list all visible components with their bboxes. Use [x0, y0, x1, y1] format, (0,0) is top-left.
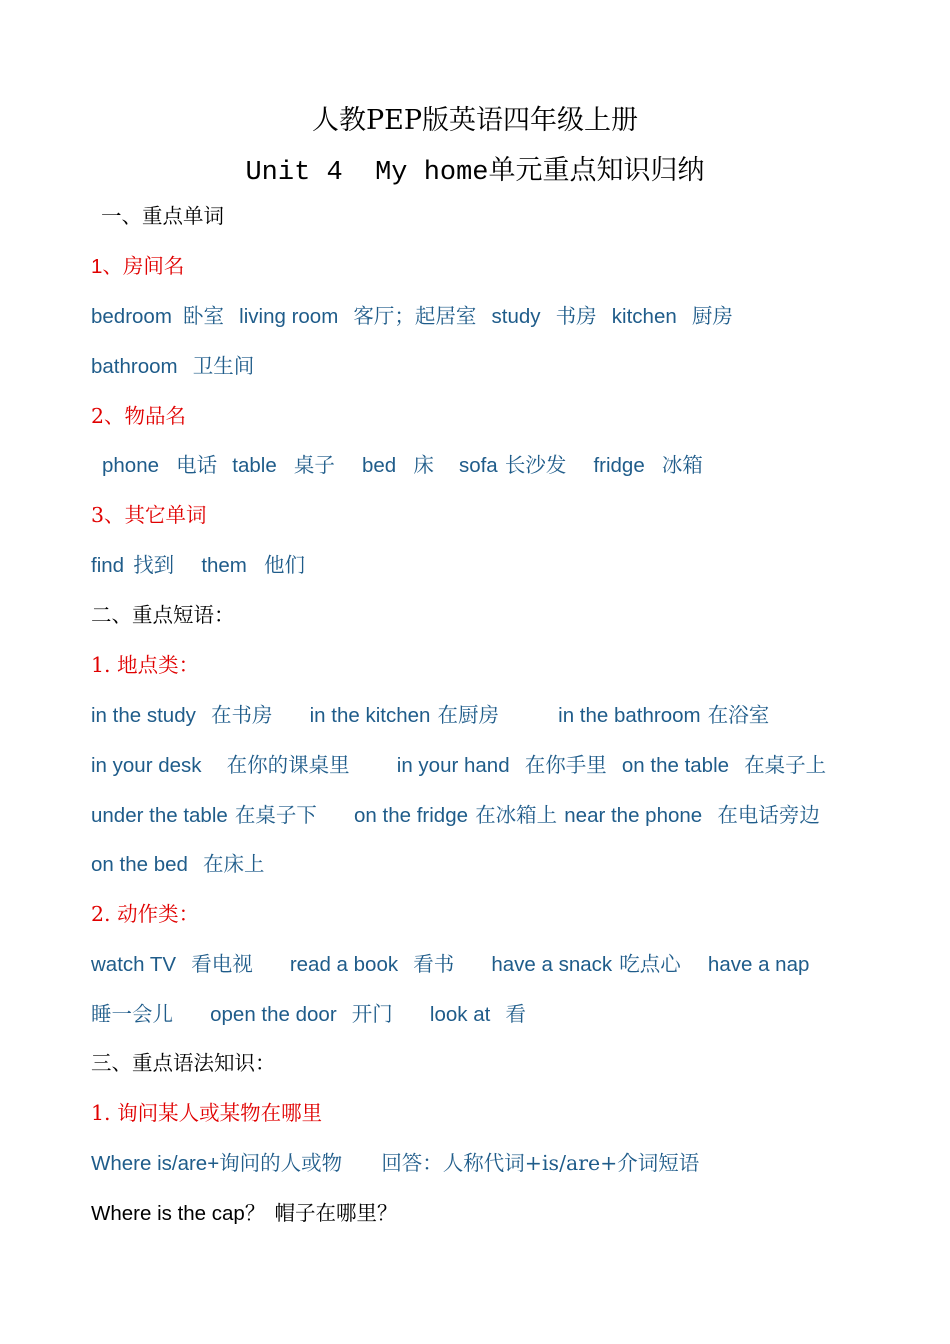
- vocab-cn: 床: [413, 453, 434, 477]
- vocab-cn: 客厅；起居室: [353, 304, 477, 328]
- phrase-row: [91, 849, 265, 879]
- phrase-row: [91, 700, 769, 730]
- vocab-cn: 卧室: [183, 304, 225, 328]
- subheading-rooms-label: 1、房间名: [91, 255, 185, 278]
- vocab-en: find: [91, 554, 125, 577]
- phrase-cn: 在书房: [210, 703, 273, 727]
- subheading-actions: 2. 动作类：: [91, 902, 200, 926]
- phrase-cn: 在冰箱上: [475, 803, 558, 827]
- section-heading-words: 一、重点单词: [101, 204, 224, 228]
- section-heading-grammar: 三、重点语法知识：: [91, 1051, 276, 1075]
- phrase-en: in the kitchen: [309, 704, 431, 727]
- vocab-row: [102, 450, 703, 480]
- document-title: 人教PEP版英语四年级上册: [311, 105, 639, 136]
- vocab-cn: 长沙发: [504, 453, 567, 477]
- phrase-cn: 看电视: [191, 952, 253, 976]
- phrase-en: read a book: [289, 953, 399, 976]
- phrase-en: have a snack: [491, 953, 613, 976]
- grammar-pattern-row: [91, 1148, 699, 1178]
- vocab-en: living room: [239, 305, 339, 328]
- phrase-en: in your hand: [396, 754, 510, 777]
- phrase-en: open the door: [210, 1003, 337, 1026]
- phrase-en: near the phone: [564, 804, 703, 827]
- phrase-en: on the table: [621, 754, 730, 777]
- subheading-rooms: [91, 251, 184, 281]
- phrase-en: under the table: [91, 804, 228, 827]
- phrase-en: in your desk: [91, 754, 202, 777]
- document-subtitle: [0, 148, 950, 188]
- vocab-row: [91, 351, 254, 381]
- phrase-en: in the study: [91, 704, 196, 727]
- phrase-en: look at: [429, 1003, 491, 1026]
- vocab-en: kitchen: [611, 305, 677, 328]
- phrase-en: watch TV: [91, 953, 177, 976]
- phrase-cn: 看: [505, 1002, 526, 1026]
- vocab-en: study: [491, 305, 541, 328]
- phrase-cn: 看书: [413, 952, 455, 976]
- section-heading-phrases: 二、重点短语：: [91, 603, 235, 627]
- vocab-en: phone: [102, 454, 160, 477]
- phrase-row: [91, 949, 809, 979]
- vocab-cn: 书房: [555, 304, 597, 328]
- phrase-cn: 在厨房: [437, 703, 500, 727]
- vocab-row: [91, 301, 733, 331]
- vocab-cn: 冰箱: [661, 453, 703, 477]
- vocab-en: bathroom: [91, 355, 178, 378]
- vocab-cn: 电话: [176, 453, 218, 477]
- vocab-cn: 找到: [133, 553, 175, 577]
- grammar-question-pattern: Where is/are+询问的人或物: [91, 1152, 343, 1175]
- vocab-en: them: [201, 554, 247, 577]
- phrase-cn: 开门: [351, 1002, 393, 1026]
- vocab-en: fridge: [593, 454, 645, 477]
- subheading-where-question: 1. 询问某人或某物在哪里: [91, 1101, 323, 1125]
- phrase-cn: 在桌子下: [234, 803, 317, 827]
- phrase-row: [91, 800, 820, 830]
- phrase-en: in the bathroom: [558, 704, 701, 727]
- phrase-cn: 在桌子上: [744, 753, 827, 777]
- subheading-places: 1. 地点类：: [91, 653, 200, 677]
- example-cn: 帽子在哪里？: [274, 1201, 398, 1225]
- vocab-row: [91, 550, 305, 580]
- phrase-cn: 在你的课桌里: [226, 753, 350, 777]
- subtitle-cn: 单元重点知识归纳: [488, 155, 705, 186]
- vocab-cn: 卫生间: [192, 354, 255, 378]
- phrase-cn: 在你手里: [524, 753, 607, 777]
- phrase-cn: 在电话旁边: [717, 803, 820, 827]
- phrase-cn: 在床上: [203, 852, 265, 876]
- subtitle-unit: Unit 4 My home: [245, 158, 489, 188]
- phrase-cn: 吃点心: [619, 952, 681, 976]
- phrase-row: [91, 999, 526, 1029]
- subheading-items: 2、物品名: [91, 404, 187, 428]
- subheading-other-words: 3、其它单词: [91, 503, 207, 527]
- vocab-en: bed: [361, 454, 397, 477]
- vocab-en: bedroom: [91, 305, 172, 328]
- vocab-cn: 他们: [264, 553, 306, 577]
- vocab-en: sofa: [458, 454, 498, 477]
- phrase-en: on the fridge: [354, 804, 469, 827]
- phrase-en: have a nap: [707, 953, 810, 976]
- vocab-en: table: [232, 454, 277, 477]
- vocab-cn: 桌子: [293, 453, 335, 477]
- phrase-en: on the bed: [91, 853, 188, 876]
- example-en: Where is the cap？: [91, 1202, 266, 1225]
- phrase-row: [91, 750, 826, 780]
- grammar-answer-pattern: 回答：人称代词+is/are+介词短语: [381, 1151, 700, 1175]
- phrase-cn: 在浴室: [707, 703, 770, 727]
- example-row: [91, 1198, 397, 1228]
- phrase-cn: 睡一会儿: [91, 1002, 173, 1026]
- vocab-cn: 厨房: [691, 304, 733, 328]
